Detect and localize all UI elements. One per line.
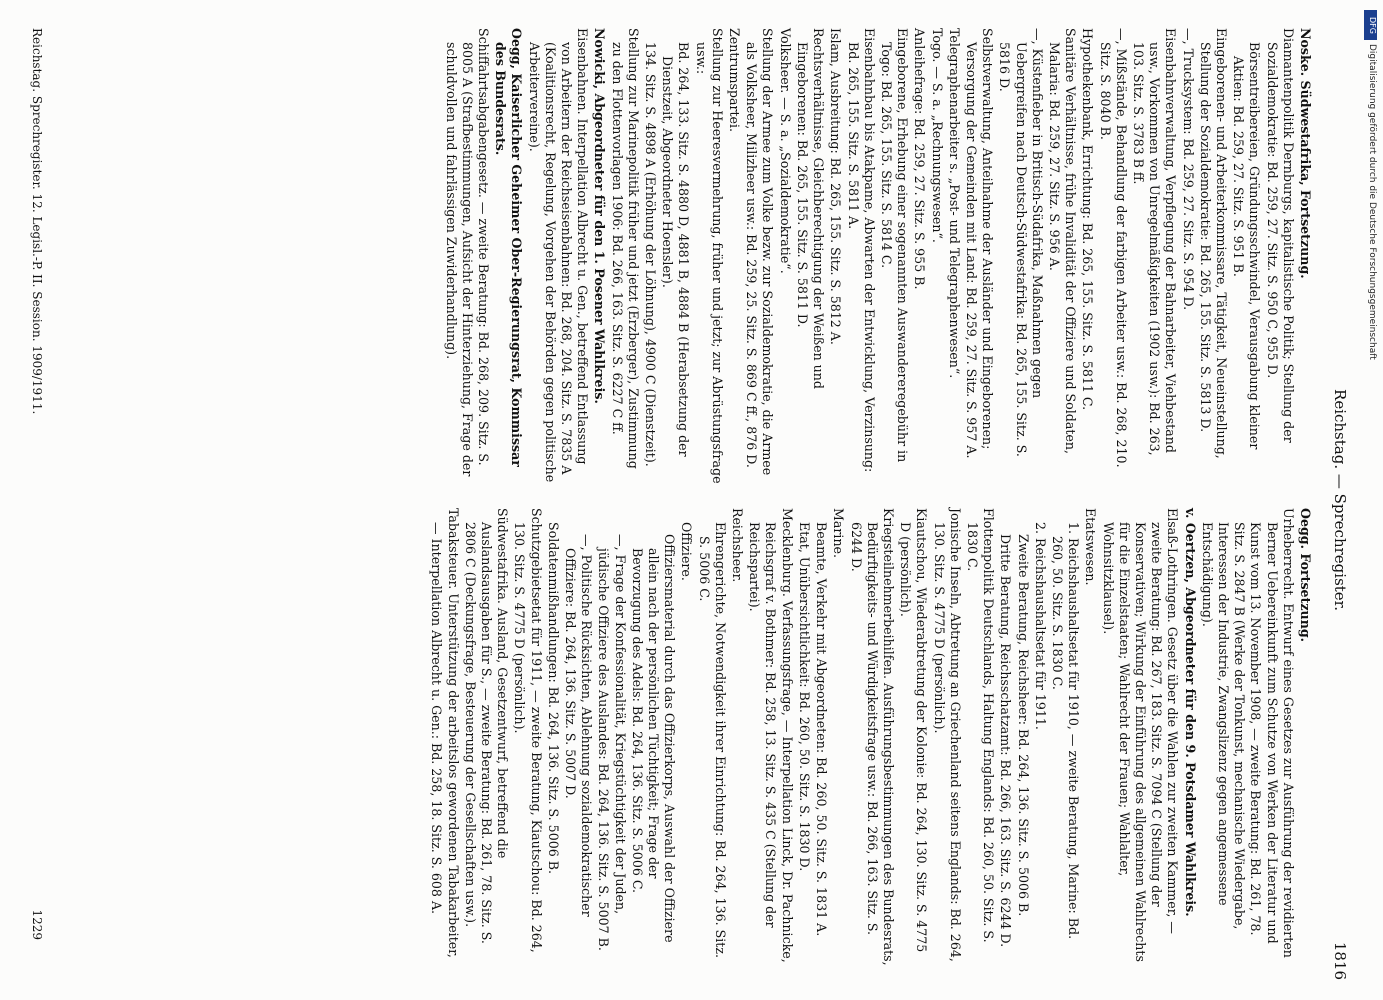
register-entry: Etat, Unübersichtlichkeit: Bd. 260, 50. Sitz. S. 1830 D. [796, 522, 812, 872]
register-entry: Stellung zur Marinepolitik früher und jetzt (Erzberger), Zustimmung zu den Flottenvorlagen 1906: Bd. 266, 163. Sitz. S. 6227 C ff. [609, 28, 641, 469]
left-column [93, 20, 1313, 500]
register-entry: Eingeborene, Erhebung einer sogenannten Auswandereregebühr in Togo: Bd. 265, 155. Sitz. S. 5814 C. [878, 28, 911, 463]
register-entry-heading: Noske. Südwestafrika, Fortsetzung. [1298, 28, 1313, 279]
register-entry: Beamte, Verkehr mit Abgeordneten: Bd. 260, 50. Sitz. S. 1831 A. [814, 522, 830, 937]
register-entry: Reichsheer. [730, 508, 746, 583]
register-entry: Bd. 264, 133. Sitz. S. 4880 D, 4881 B, 4884 B (Herabsetzung der Dienstzeit, Abgeordneter Hoensler). [660, 42, 692, 457]
register-entry: Diamantenpolitik Dernburgs, kapitalistische Politik; Stellung der Sozialdemokratie: Bd. 259, 27. Sitz. S. 950 C, 955 D. [1264, 28, 1296, 443]
register-entry: 134. Sitz. S. 4898 A (Erhöhung der Löhnung), 4900 C (Dienstzeit). [643, 42, 659, 467]
footer-citation: Reichstag. Sprechregister. 12. Legisl.-P. II. Session. 1909/1911. [30, 28, 44, 415]
register-entry: —, Politische Rücksichten, Ablehnung sozialdemokratischer Offiziere: Bd. 264, 136. Sitz. S. 5007 D. [563, 534, 595, 917]
register-entry: Urheberrecht. Entwurf eines Gesetzes zur Ausführung der revidierten Berner Uebereinkunft zum Schutze von Werken der Literatur und Kunst vom 13. November 1908, — zweite Beratung: Bd. 261, 78. Sitz. S. 2847 B (Werke der Tonkunst, mechanische Wiedergabe, Interessen der Industrie, Zwangslizenz gegen angemessene Entschädigung). [1199, 508, 1296, 958]
side-banner [1363, 10, 1377, 980]
register-entry: —, Trucksystem: Bd. 259, 27. Sitz. S. 954 D. [1180, 28, 1196, 311]
register-entry-heading: v. Oertzen, Abgeordneter für den 9. Potsdamer Wahlkreis. [1182, 508, 1198, 917]
register-entry: Marine. [831, 508, 847, 559]
register-entry: Offiziere. [679, 522, 695, 581]
register-entry-heading: Oegg, Kaiserlicher Geheimer Ober-Regierungsrat, Kommissar des Bundesrats. [493, 28, 525, 467]
register-entry: Schiffahrtsabgabengesetz. — zweite Beratung: Bd. 268, 209. Sitz. S. 8005 A (Strafbestimmungen, Aufsicht der Hinterziehung, Frage der schuldvollen und fahrlässigen Zuwiderhandlung). [443, 28, 492, 477]
register-entry: Elsaß-Lothringen. Gesetz über die Wahlen zur zweiten Kammer, — zweite Beratung: Bd. 267, 183. Sitz. S. 7094 C (Stellung der Konservativen; Wirkung der Einführung des allgemeinen Wahlrechts für die Einzelstaaten; Wahlrecht der Frauen; Wahlalter, Wohnsitzklausel). [1100, 508, 1181, 962]
register-entry: —, Mißstände, Behandlung der farbigen Arbeiter usw.: Bd. 268, 210. Sitz. S. 8040 B. [1097, 28, 1129, 468]
register-entry: Etatswesen. [1083, 508, 1099, 586]
register-entry: Dritte Beratung, Reichsschatzamt: Bd. 266, 163. Sitz. S. 6244 D. [998, 534, 1014, 948]
register-entry: —, Küstenfieber in Britisch-Südafrika, Maßnahmen gegen Uebergreifen nach Deutsch-Südwestafrika: Bd. 265, 155. Sitz. S. 5816 D. [997, 28, 1045, 457]
register-entry: Börsentreibereien, Gründungsschwindel, Verausgabung kleiner Aktien: Bd. 259, 27. Sitz. S. 951 B. [1231, 42, 1263, 450]
two-column-text [93, 20, 1313, 980]
register-entry: Anleihefrage: Bd. 259, 27. Sitz. S. 955 B. [912, 28, 928, 290]
right-column [93, 500, 1313, 980]
register-entry: Eisenbahnen. Interpellation Albrecht u. Gen., betreffend Entlassung von Arbeitern der Reichseisenbahnen: Bd. 268, 204. Sitz. S. 7835 A (Koalitionsrecht, Regelung, Vorgehen der Behörden gegen politische Arbeitervereine). [526, 28, 591, 483]
register-entry: Volksheer. — S. a. „Sozialdemokratie“. [777, 28, 793, 274]
register-entry: Offiziersmaterial durch das Offizierkorps, Auswahl der Offiziere allein nach der persönlichen Tüchtigkeit; Frage der Bevorzugung des Adels: Bd. 264, 136. Sitz. S. 5006 C. [629, 534, 678, 943]
register-entry: Südwestafrika. Ausland, Gesetzentwurf, betreffend die Auslandsausgaben für S., — zweite Beratung: Bd. 261, 78. Sitz. S. 2806 C (Deckungsfrage, Besteuerung der Gesellschaften usw.). [462, 508, 511, 944]
register-entry: Eisenbahnbau bis Atakpame, Abwarten der Entwicklung, Verzinsung: Bd. 265, 155. Sitz. S. 5811 A. [845, 28, 877, 473]
register-entry: Telegraphenarbeiter s. „Post- und Telegraphenwesen“. [946, 28, 962, 379]
register-entry: Zweite Beratung, Reichsheer: Bd. 264, 136. Sitz. S. 5006 B. [1015, 534, 1031, 917]
register-entry: Ehrengerichte, Notwendigkeit ihrer Einrichtung: Bd. 264, 136. Sitz. S. 5006 C. [696, 522, 728, 959]
running-header [1325, 20, 1355, 980]
register-entry: —, Frage der Konfessionalität, Kriegstüchtigkeit der Juden, jüdische Offiziere des Auslandes: Bd. 264, 136. Sitz. S. 5007 B. [596, 534, 628, 951]
register-entry: Mecklenburg. Verfassungsfrage, — Interpellation Linck, Dr. Pachnicke, Reichsgraf v. Bothmer: Bd. 258, 13. Sitz. S. 435 C (Stellung der Reichspartei). [747, 508, 795, 963]
register-entry: Tabaksteuer. Unterstützung der arbeitslos gewordenen Tabakarbeiter, — Interpellation Albrecht u. Gen.: Bd. 258, 18. Sitz. S. 608 A. [429, 508, 461, 958]
register-entry-heading: Oegg. Fortsetzung. [1298, 508, 1313, 643]
register-entry: Eingeborenen- und Arbeiterkommissare, Tätigkeit, Neueinstellung, Stellung der Sozialdemokratie: Bd. 265, 155. Sitz. S. 5813 D. [1197, 28, 1229, 459]
register-entry: Kiautschou, Wiederabtretung der Kolonie: Bd. 264, 130. Sitz. S. 4775 D (persönlich). [898, 508, 930, 953]
register-entry: Hypothekenbank, Errichtung: Bd. 265, 155. Sitz. S. 5811 C. [1080, 28, 1096, 411]
register-entry: Schutzgebietsetat für 1911, — zweite Beratung, Kiautschou: Bd. 264, 130. Sitz. S. 4775 D (persönlich). [512, 508, 544, 953]
register-entry: Jonische Inseln, Abtretung an Griechenland seitens Englands: Bd. 264, 130. Sitz. S. 4775 D (persönlich). [931, 508, 963, 962]
funding-note: Digitalisierung gefördert durch die Deutsche Forschungsgemeinschaft [1367, 44, 1377, 360]
header-page-number: 1816 [1331, 941, 1349, 980]
register-entry: Togo. — S. a. „Rechnungswesen“. [929, 28, 945, 243]
register-entry: Sanitäre Verhältnisse, frühe Invalidität der Offiziere und Soldaten, Malaria: Bd. 259, 27. Sitz. S. 956 A. [1046, 28, 1079, 454]
register-entry: Soldatenmißhandlungen: Bd. 264, 136. Sitz. S. 5006 B. [545, 522, 561, 874]
dfg-logo: DFG [1364, 10, 1377, 40]
register-entry: Eisenbahnverwaltung, Verpflegung der Bahnarbeiter, Viehbestand usw., Vorkommen von Unregelmäßigkeiten (1902 usw.): Bd. 263, 103. Sitz. S. 3783 B ff. [1130, 28, 1179, 456]
register-entry: Kriegsteilnehmerbeihilfen. Ausführungsbestimmungen des Bundesrats, Bedürftigkeits- und Würdigkeitsfrage usw.: Bd. 266, 163. Sitz. S. 6244 D. [848, 508, 896, 966]
register-entry: 1. Reichshaushaltsetat für 1910, — zweite Beratung, Marine: Bd. 260, 50. Sitz. S. 1830 C. [1049, 522, 1082, 940]
register-entry: Islam, Ausbreitung: Bd. 265, 155. Sitz. S. 5812 A. [828, 28, 844, 345]
register-entry: Rechtsverhältnisse, Gleichberechtigung der Weißen und Eingeborenen: Bd. 265, 155. Sitz. S. 5811 D. [794, 28, 827, 389]
header-title: Reichstag. — Sprechregister. [1331, 389, 1349, 611]
register-entry: Zentrumspartei. [727, 28, 743, 133]
footer-page-number: 1229 [30, 909, 44, 940]
register-entry: Stellung der Armee zum Volke bezw. zur Sozialdemokratie, die Armee als Volksheer, Milizheer usw.: Bd. 259, 25. Sitz. S. 869 C ff., 876 D. [744, 28, 776, 476]
register-entry-heading: Nowicki, Abgeordneter für den 1. Posener Wahlkreis. [592, 28, 608, 404]
register-entry: Selbstverwaltung, Anteilnahme der Ausländer und Eingeborenen; Versorgung der Gemeinden mit Land: Bd. 259, 27. Sitz. S. 957 A. [963, 28, 996, 459]
register-entry: 2. Reichshaushaltsetat für 1911. [1032, 522, 1048, 730]
register-entry: Stellung zur Heeresvermehrung, früher und jetzt; zur Abrüstungsfrage usw.: [693, 28, 725, 484]
register-entry: Flottenpolitik Deutschlands, Haltung Englands: Bd. 260, 50. Sitz. S. 1830 C. [964, 508, 997, 943]
